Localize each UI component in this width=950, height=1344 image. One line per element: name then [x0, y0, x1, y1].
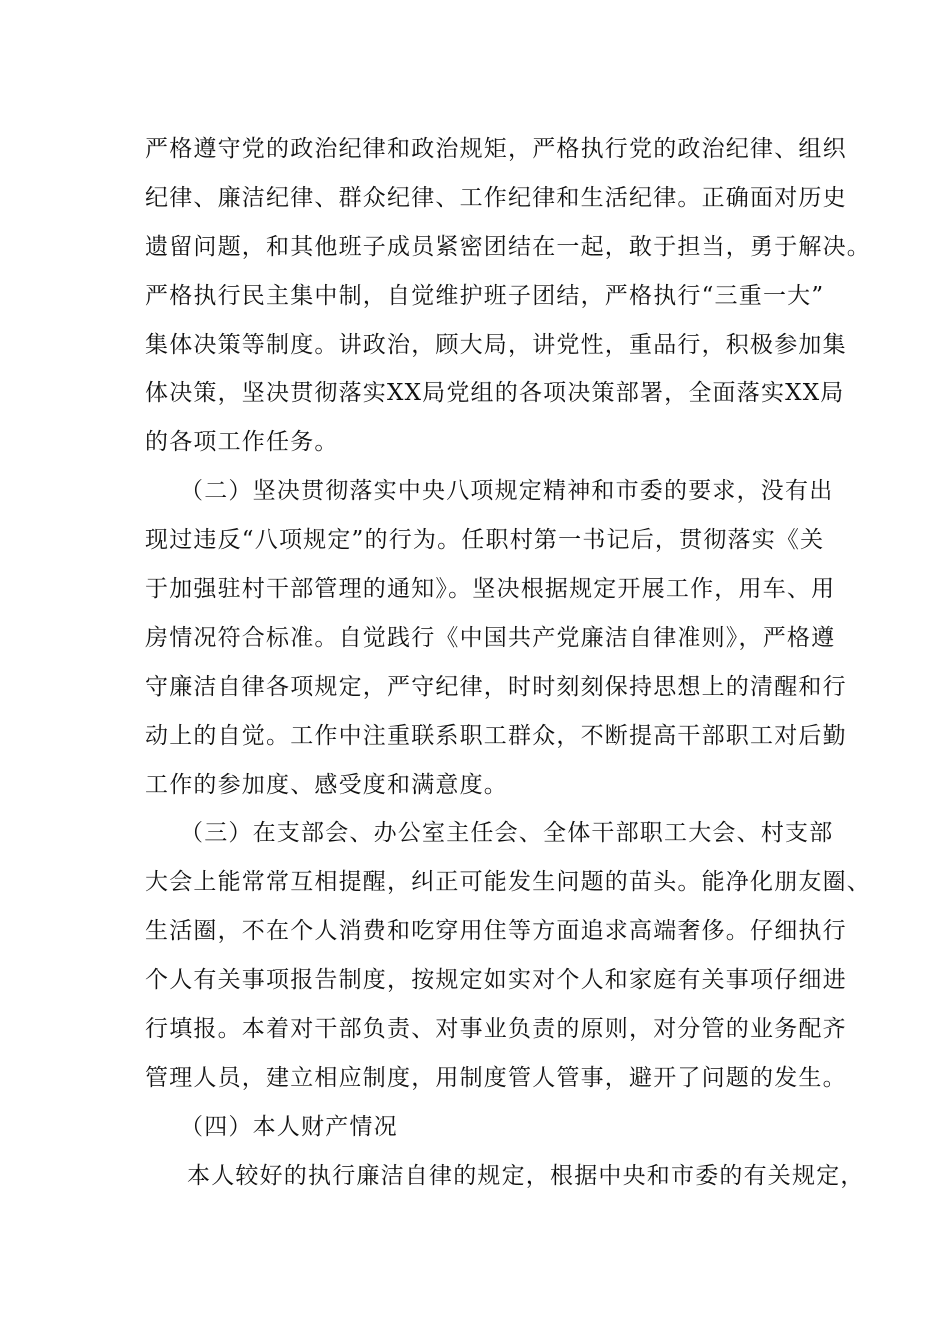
- text-line: 大会上能常常互相提醒，纠正可能发生问题的苗头。能净化朋友圈、: [145, 869, 871, 896]
- text-line: 管理人员，建立相应制度，用制度管人管事，避开了问题的发生。: [145, 1064, 847, 1091]
- text-line: 动上的自觉。工作中注重联系职工群众，不断提高干部职工对后勤: [145, 722, 847, 749]
- text-line: 的各项工作任务。: [145, 429, 339, 456]
- paragraph-start-line: 本人较好的执行廉洁自律的规定，根据中央和市委的有关规定，: [187, 1162, 865, 1189]
- text-line: 体决策，坚决贯彻落实XX局党组的各项决策部署，全面落实XX局: [145, 380, 845, 407]
- document-body: [145, 125, 871, 1201]
- text-line: 于加强驻村干部管理的通知》。坚决根据规定开展工作，用车、用: [145, 576, 836, 603]
- text-line: 严格执行民主集中制，自觉维护班子团结，严格执行“三重一大”: [145, 282, 825, 309]
- section-heading-line: （二）坚决贯彻落实中央八项规定精神和市委的要求，没有出: [180, 478, 834, 505]
- text-line: 生活圈，不在个人消费和吃穿用住等方面追求高端奢侈。仔细执行: [145, 918, 847, 945]
- text-line: 严格遵守党的政治纪律和政治规矩，严格执行党的政治纪律、组织: [145, 136, 847, 162]
- text-line: 集体决策等制度。讲政治，顾大局，讲党性，重品行，积极参加集: [145, 331, 847, 358]
- text-line: 纪律、廉洁纪律、群众纪律、工作纪律和生活纪律。正确面对历史: [145, 184, 847, 211]
- section-heading-line: （四）本人财产情况: [180, 1113, 398, 1140]
- text-line: 个人有关事项报告制度，按规定如实对个人和家庭有关事项仔细进: [145, 967, 847, 994]
- text-line: 行填报。本着对干部负责、对事业负责的原则，对分管的业务配齐: [145, 1016, 847, 1043]
- text-line: 现过违反“八项规定”的行为。任职村第一书记后，贯彻落实《关: [145, 527, 825, 554]
- text-line: 房情况符合标准。自觉践行《中国共产党廉洁自律准则》，严格遵: [145, 624, 836, 651]
- text-line: 工作的参加度、感受度和满意度。: [145, 771, 508, 798]
- text-line: 守廉洁自律各项规定，严守纪律，时时刻刻保持思想上的清醒和行: [145, 673, 847, 700]
- section-heading-line: （三）在支部会、办公室主任会、全体干部职工大会、村支部: [180, 820, 834, 847]
- text-line: 遗留问题，和其他班子成员紧密团结在一起，敢于担当，勇于解决。: [145, 233, 871, 260]
